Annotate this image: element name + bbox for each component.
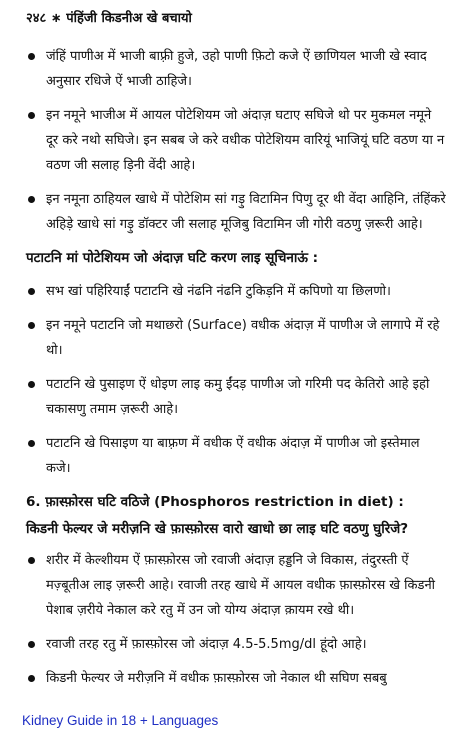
page-body xyxy=(26,44,446,700)
phosphorus-subheading: किडनी फेल्यर जे मरीज़नि खे फ़ास्फ़ोरस वारो खाधो छा लाइ घटि वठणु घुरिजे? xyxy=(26,521,409,537)
bullet-list-potatoes xyxy=(26,279,446,481)
page-number: २४८ xyxy=(26,11,47,26)
list-item: शरीर में केल्शीयम ऐं फ़ास्फ़ोरस जो रवाजी अंदाज़ हड्डनि जे विकास, तंदुरस्ती ऐं मज़्बूतीअ लाइ ज़रूरी आहे। रवाजी तरह खाधे में आयल वधीक फ़ास्फ़ोरस खे किडनी पेशाब ज़रीये नेकाल करे रतु में उन जो योग्य अंदाज़ क़ायम रखे थी। xyxy=(26,548,446,623)
list-item: किडनी फेल्यर जे मरीज़नि में वधीक फ़ास्फ़ोरस जो नेकाल थी सघिण सबबु xyxy=(26,666,446,691)
list-item: रवाजी तरह रतु में फ़ास्फ़ोरस जो अंदाज़ 4.5-5.5mg/dl हूंदो आहे। xyxy=(26,632,446,657)
footer-caption: Kidney Guide in 18 + Languages xyxy=(22,713,219,728)
list-item: इन नमूने भाजीअ में आयल पोटेशियम जो अंदाज़ घटाए सघिजे थो पर मुकमल नमूने दूर करे नथो सघिजे। इन सबब जे करे वधीक पोटेशियम वारियूं भाजियूं घटि वठण या न वठण जी सलाह ड़िनी वेंदी आहे। xyxy=(26,103,446,178)
phosphorus-section-heading: 6. फ़ास्फ़ोरस घटि वठिजे (Phosphoros restriction in diet) : xyxy=(26,494,404,510)
page-header xyxy=(26,8,192,26)
header-separator: ∗ xyxy=(50,11,62,26)
list-item: सभ खां पहिरियाईं पटाटनि खे नंढनि नंढनि टुकिड़नि में कपिणो या छिलणो। xyxy=(26,279,446,304)
list-item: इन नमूने पटाटनि जो मथाछरो (Surface) वधीक अंदाज़ में पाणीअ जे लागापे में रहे थो। xyxy=(26,313,446,363)
potato-section-heading: पटाटनि मां पोटेशियम जो अंदाज़ घटि करण लाइ सूचिनाऊं : xyxy=(26,250,319,266)
book-title: पंहिंजी किडनीअ खे बचायो xyxy=(66,11,192,26)
list-item: जंहिं पाणीअ में भाजी बाफ़्री हुजे, उहो पाणी फ़िटो कजे ऐं छाणियल भाजी खे स्वाद अनुसार रधिजे ऐं भाजी ठाहिजे। xyxy=(26,44,446,94)
bullet-list-vegetables xyxy=(26,44,446,237)
list-item: पटाटनि खे पिसाइण या बाफ़्रण में वधीक ऐं वधीक अंदाज़ में पाणीअ जो इस्तेमाल कजे। xyxy=(26,431,446,481)
list-item: पटाटनि खे पुसाइण ऐं धोइण लाइ कमु ईंदड़ पाणीअ जो गरिमी पद केतिरो आहे इहो चकासणु तमाम ज़रूरी आहे। xyxy=(26,372,446,422)
bullet-list-phosphorus xyxy=(26,548,446,691)
list-item: इन नमूना ठाहियल खाधे में पोटेशिम सां गड़ु विटामिन पिणु दूर थी वेंदा आहिनि, तंहिंकरे अहिड़े खाधे सां गड़ु डॉक्टर जी सलाह मूजिबु विटामिन जी गोरी वठणु ज़रूरी आहे। xyxy=(26,187,446,237)
